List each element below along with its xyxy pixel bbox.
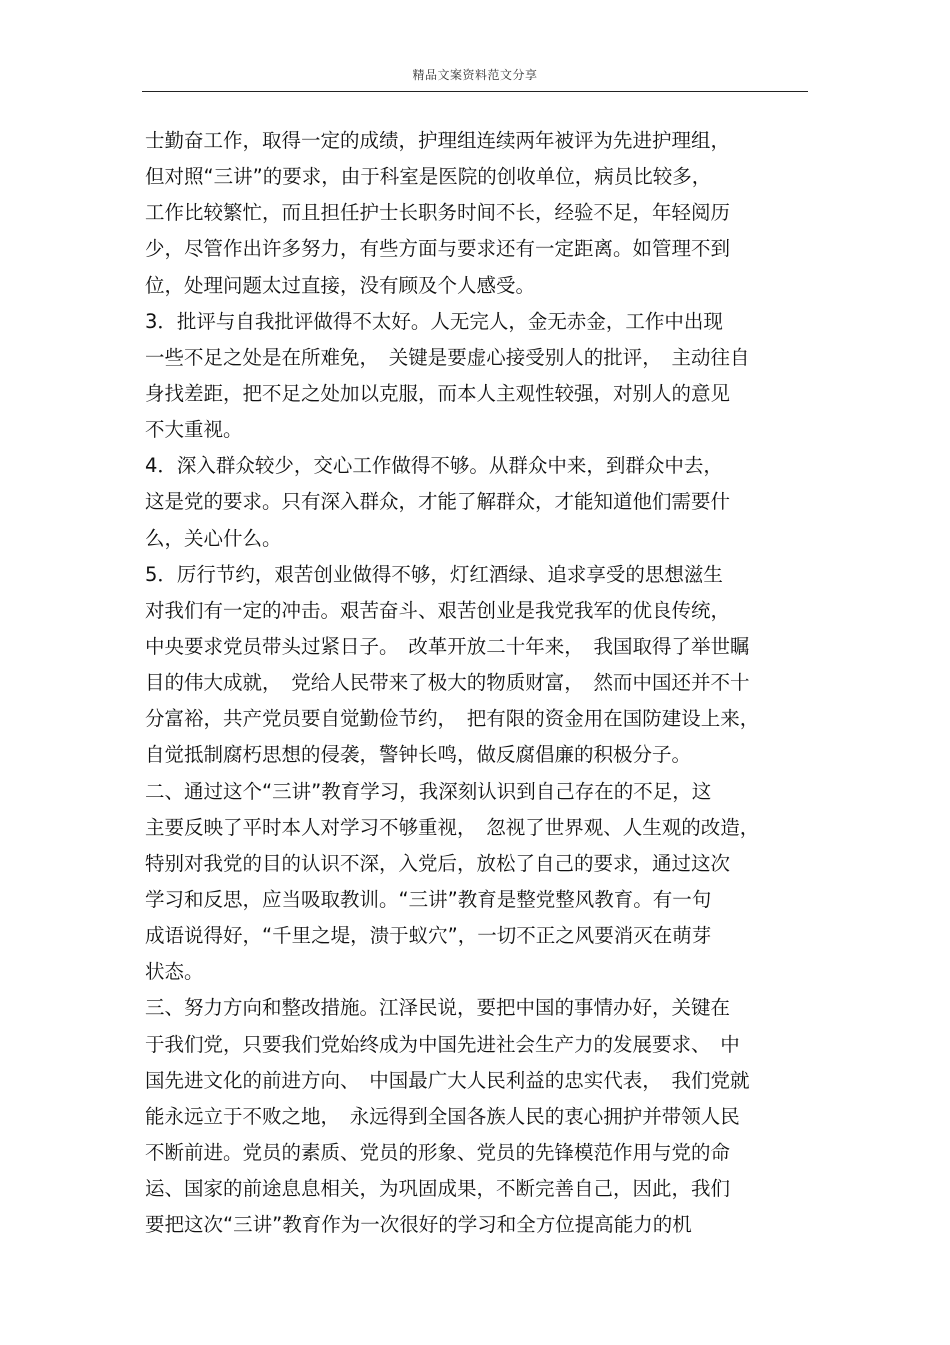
text-line: 于我们党，只要我们党始终成为中国先进社会生产力的发展要求、 中 [145, 1032, 740, 1056]
text-line: 状态。 [145, 960, 204, 984]
text-line: 对我们有一定的冲击。艰苦奋斗、艰苦创业是我党我军的优良传统， [145, 598, 731, 622]
text-line: 学习和反思，应当吸取教训。“三讲”教育是整党整风教育。有一句 [145, 887, 712, 911]
text-line: 一些不足之处是在所难免， 关键是要虚心接受别人的批评， 主动往自 [145, 345, 750, 369]
text-line: 么，关心什么。 [145, 526, 282, 550]
page-header: 精品文案资料范文分享 [412, 68, 538, 82]
text-line: 4．深入群众较少，交心工作做得不够。从群众中来，到群众中去， [145, 454, 723, 478]
text-line: 身找差距，把不足之处加以克服，而本人主观性较强，对别人的意见 [145, 381, 731, 405]
text-line: 三、努力方向和整改措施。江泽民说，要把中国的事情办好，关键在 [145, 996, 731, 1020]
text-line: 士勤奋工作，取得一定的成绩，护理组连续两年被评为先进护理组， [145, 129, 731, 152]
text-line: 不断前进。党员的素质、党员的形象、党员的先锋模范作用与党的命 [145, 1140, 731, 1164]
document-body [145, 123, 815, 1243]
text-line: 运、国家的前途息息相关，为巩固成果，不断完善自己，因此，我们 [145, 1177, 731, 1201]
text-line: 分富裕，共产党员要自觉勤俭节约， 把有限的资金用在国防建设上来， [145, 707, 760, 731]
text-line: 能永远立于不败之地， 永远得到全国各族人民的衷心拥护并带领人民 [145, 1104, 740, 1128]
text-line: 工作比较繁忙，而且担任护士长职务时间不长，经验不足，年轻阅历 [145, 201, 731, 225]
text-line: 成语说得好，“千里之堤，溃于蚁穴”，一切不正之风要消灭在萌芽 [145, 924, 712, 948]
text-line: 这是党的要求。只有深入群众，才能了解群众，才能知道他们需要什 [145, 490, 731, 514]
text-line: 主要反映了平时本人对学习不够重视， 忽视了世界观、人生观的改造， [145, 815, 760, 839]
text-line: 特别对我党的目的认识不深，入党后，放松了自己的要求，通过这次 [145, 851, 731, 875]
text-line: 要把这次“三讲”教育作为一次很好的学习和全方位提高能力的机 [145, 1213, 692, 1237]
text-line: 自觉抵制腐朽思想的侵袭，警钟长鸣，做反腐倡廉的积极分子。 [145, 743, 692, 767]
text-line: 但对照“三讲”的要求，由于科室是医院的创收单位，病员比较多， [145, 165, 712, 189]
text-line: 二、通过这个“三讲”教育学习，我深刻认识到自己存在的不足，这 [145, 779, 712, 803]
text-line: 5．厉行节约，艰苦创业做得不够，灯红酒绿、追求享受的思想滋生 [145, 562, 723, 586]
text-line: 3．批评与自我批评做得不太好。人无完人，金无赤金，工作中出现 [145, 309, 723, 333]
text-line: 不大重视。 [145, 418, 243, 442]
text-line: 目的伟大成就， 党给人民带来了极大的物质财富， 然而中国还并不十 [145, 671, 750, 695]
text-line: 少，尽管作出许多努力，有些方面与要求还有一定距离。如管理不到 [145, 237, 731, 261]
text-line: 中央要求党员带头过紧日子。 改革开放二十年来， 我国取得了举世瞩 [145, 634, 750, 658]
text-line: 国先进文化的前进方向、 中国最广大人民利益的忠实代表， 我们党就 [145, 1068, 750, 1092]
header-divider [142, 91, 808, 92]
text-line: 位，处理问题太过直接，没有顾及个人感受。 [145, 273, 536, 297]
